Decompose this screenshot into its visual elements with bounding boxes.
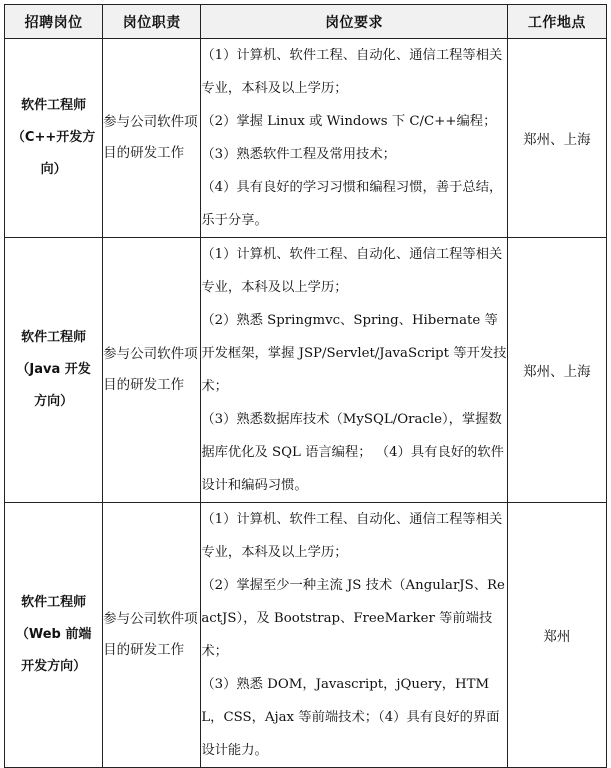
table-row bbox=[5, 39, 607, 238]
location-cell: 郑州 bbox=[507, 503, 606, 768]
job-postings-table bbox=[4, 4, 607, 768]
header-location: 工作地点 bbox=[507, 5, 606, 39]
table-row bbox=[5, 238, 607, 503]
requirement-item: （2）掌握至少一种主流 JS 技术（AngularJS、ReactJS），及 Bootstrap、FreeMarker 等前端技术； bbox=[201, 578, 505, 659]
requirement-item: （4）具有良好的学习习惯和编程习惯，善于总结，乐于分享。 bbox=[201, 180, 503, 228]
header-duties: 岗位职责 bbox=[103, 5, 201, 39]
position-title-line: （C++开发方 bbox=[11, 130, 96, 145]
requirement-item: （1）计算机、软件工程、自动化、通信工程等相关专业，本科及以上学历； bbox=[201, 48, 503, 96]
duty-cell: 参与公司软件项目的研发工作 bbox=[103, 503, 201, 768]
location-cell: 郑州、上海 bbox=[507, 238, 606, 503]
requirement-item: （3）熟悉软件工程及常用技术； bbox=[201, 147, 396, 162]
requirements-cell bbox=[201, 39, 508, 238]
requirement-item: （3）熟悉数据库技术（MySQL/Oracle），掌握数据库优化及 SQL 语言编程； （4）具有良好的软件设计和编码习惯。 bbox=[201, 412, 504, 493]
requirements-cell bbox=[201, 238, 508, 503]
requirement-item: （2）熟悉 Springmvc、Spring、Hibernate 等开发框架，掌握 JSP/Servlet/JavaScript 等开发技术； bbox=[201, 313, 507, 394]
position-title-line: 向） bbox=[40, 162, 67, 177]
header-row bbox=[5, 5, 607, 39]
requirement-item: （2）掌握 Linux 或 Windows 下 C/C++编程； bbox=[201, 114, 497, 129]
position-title-cell bbox=[5, 238, 103, 503]
position-title-cell bbox=[5, 503, 103, 768]
location-cell: 郑州、上海 bbox=[507, 39, 606, 238]
position-title-line: 软件工程师 bbox=[21, 98, 87, 113]
requirements-cell bbox=[201, 503, 508, 768]
position-title-line: 开发方向） bbox=[21, 659, 87, 674]
requirement-item: （3）熟悉 DOM，Javascript，jQuery，HTML，CSS，Ajax 等前端技术；（4）具有良好的界面设计能力。 bbox=[201, 677, 500, 758]
table-row bbox=[5, 503, 607, 768]
duty-cell: 参与公司软件项目的研发工作 bbox=[103, 39, 201, 238]
position-title-line: （Java 开发 bbox=[16, 362, 91, 377]
duty-cell: 参与公司软件项目的研发工作 bbox=[103, 238, 201, 503]
position-title-line: 方向） bbox=[34, 394, 74, 409]
position-title-line: 软件工程师 bbox=[21, 595, 87, 610]
requirement-item: （1）计算机、软件工程、自动化、通信工程等相关专业，本科及以上学历； bbox=[201, 247, 503, 295]
requirement-item: （1）计算机、软件工程、自动化、通信工程等相关专业，本科及以上学历； bbox=[201, 512, 503, 560]
position-title-cell bbox=[5, 39, 103, 238]
position-title-line: （Web 前端 bbox=[15, 627, 92, 642]
header-requirements: 岗位要求 bbox=[201, 5, 508, 39]
header-position: 招聘岗位 bbox=[5, 5, 103, 39]
position-title-line: 软件工程师 bbox=[21, 330, 87, 345]
